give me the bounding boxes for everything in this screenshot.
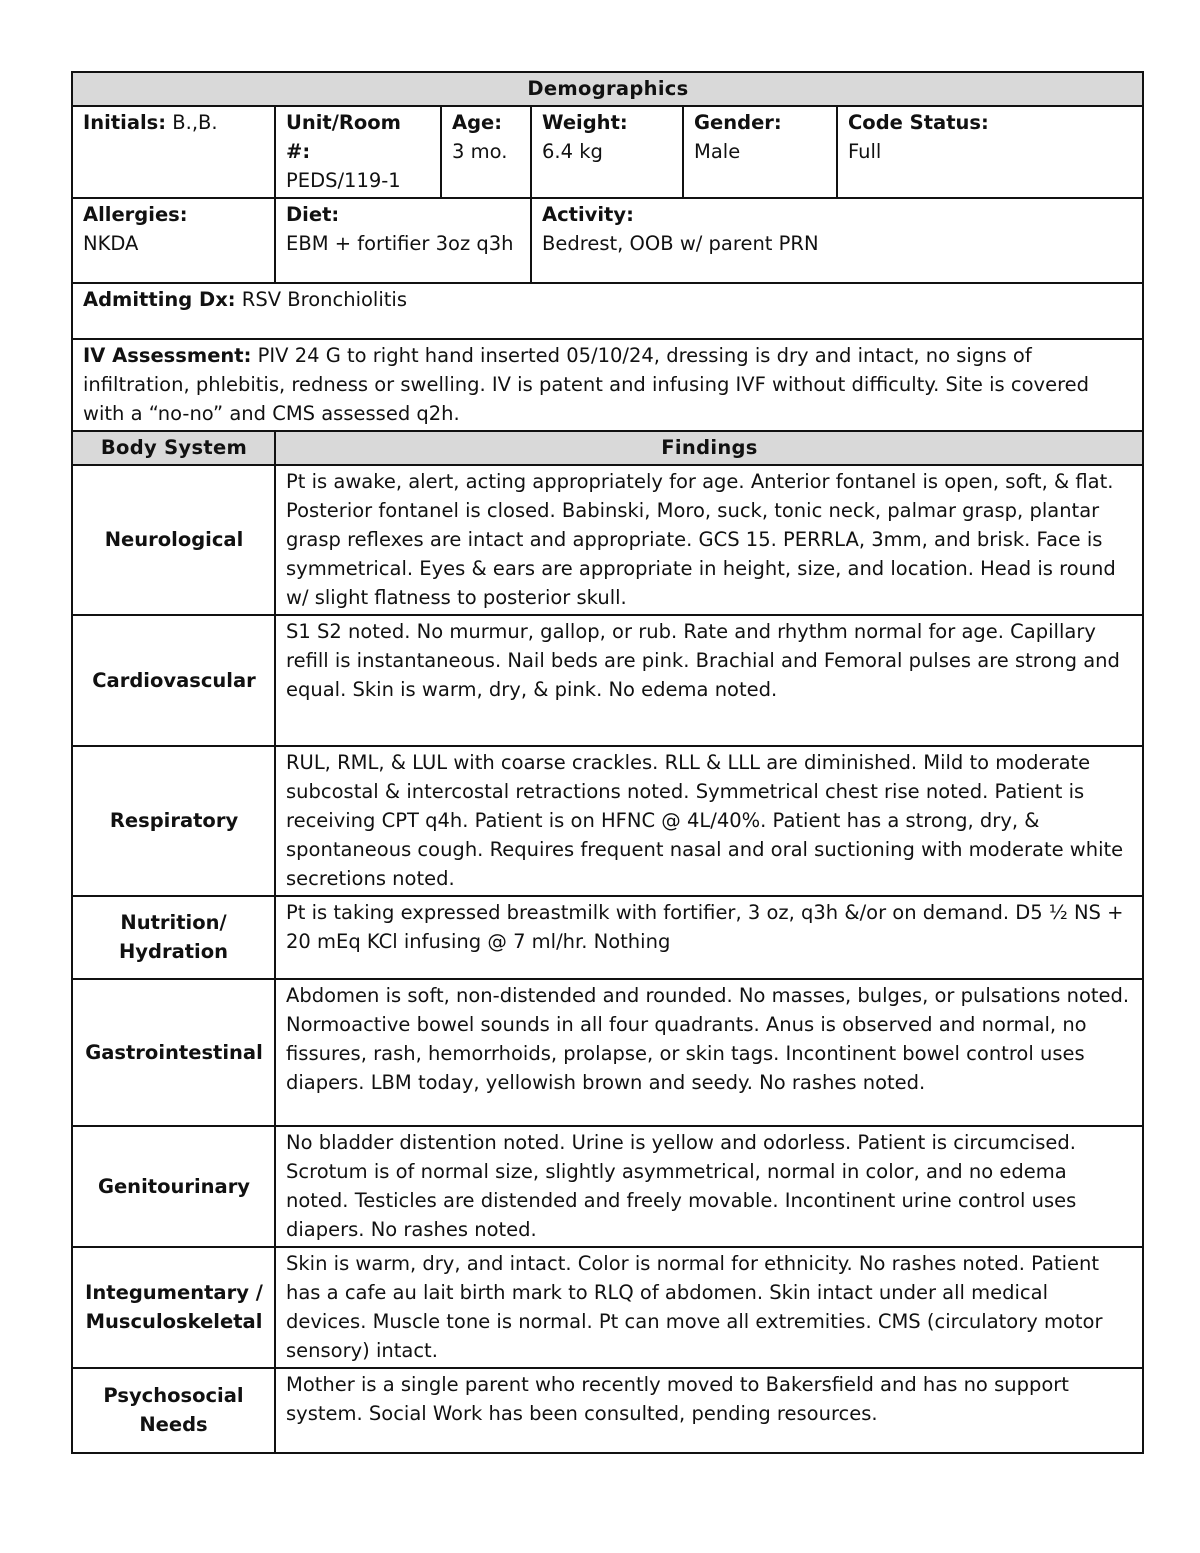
body-system-cardiovascular: Cardiovascular bbox=[72, 615, 275, 746]
findings-respiratory: RUL, RML, & LUL with coarse crackles. RLL & LLL are diminished. Mild to moderate subcostal & intercostal retractions noted. Symmetrical chest rise noted. Patient is receiving CPT q4h. Patient is on HFNC @ 4L/40%. Patient has a strong, dry, & spontaneous cough. Requires frequent nasal and oral suctioning with moderate white secretions noted. bbox=[275, 746, 1143, 896]
findings-neurological: Pt is awake, alert, acting appropriately for age. Anterior fontanel is open, soft, & flat. Posterior fontanel is closed. Babinski, Moro, suck, tonic neck, palmar grasp, plantar grasp reflexes are intact and appropriate. GCS 15. PERRLA, 3mm, and brisk. Face is symmetrical. Eyes & ears are appropriate in height, size, and location. Head is round w/ slight flatness to posterior skull. bbox=[275, 465, 1143, 615]
unit-room-value: PEDS/119-1 bbox=[286, 169, 401, 192]
body-system-genitourinary: Genitourinary bbox=[72, 1126, 275, 1247]
admitting-dx-cell bbox=[72, 283, 1143, 339]
findings-psychosocial: Mother is a single parent who recently moved to Bakersfield and has no support system. Social Work has been consulted, pending resources. bbox=[275, 1368, 1143, 1453]
table-row bbox=[72, 1368, 1143, 1453]
table-row bbox=[72, 1126, 1143, 1247]
allergies-label: Allergies: bbox=[83, 203, 188, 226]
body-system-integumentary: Integumentary / Musculoskeletal bbox=[72, 1247, 275, 1368]
weight-label: Weight: bbox=[542, 111, 628, 134]
code-status-label: Code Status: bbox=[848, 111, 989, 134]
admitting-dx-row bbox=[72, 283, 1143, 339]
iv-assessment-value: PIV 24 G to right hand inserted 05/10/24, dressing is dry and intact, no signs of infiltration, phlebitis, redness or swelling. IV is patent and infusing IVF without difficulty. Site is covered with a “no-no” and CMS assessed q2h. bbox=[83, 344, 1090, 425]
age-cell bbox=[441, 106, 531, 198]
findings-header: Findings bbox=[275, 431, 1143, 465]
table-row bbox=[72, 979, 1143, 1126]
body-system-nutrition: Nutrition/ Hydration bbox=[72, 896, 275, 979]
findings-gastrointestinal: Abdomen is soft, non-distended and rounded. No masses, bulges, or pulsations noted. Normoactive bowel sounds in all four quadrants. Anus is observed and normal, no fissures, rash, hemorrhoids, prolapse, or skin tags. Incontinent bowel control uses diapers. LBM today, yellowish brown and seedy. No rashes noted. bbox=[275, 979, 1143, 1126]
body-system-respiratory: Respiratory bbox=[72, 746, 275, 896]
table-row bbox=[72, 1247, 1143, 1368]
diet-value: EBM + fortifier 3oz q3h bbox=[286, 232, 514, 255]
body-system-header: Body System bbox=[72, 431, 275, 465]
demographics-row-1 bbox=[72, 106, 1143, 198]
weight-cell bbox=[531, 106, 683, 198]
unit-room-cell bbox=[275, 106, 441, 198]
admitting-dx-label: Admitting Dx: bbox=[83, 288, 236, 311]
diet-label: Diet: bbox=[286, 203, 340, 226]
table-row bbox=[72, 615, 1143, 746]
unit-room-label: Unit/Room bbox=[286, 111, 401, 134]
gender-cell bbox=[683, 106, 837, 198]
iv-assessment-row bbox=[72, 339, 1143, 431]
findings-genitourinary: No bladder distention noted. Urine is yellow and odorless. Patient is circumcised. Scrotum is of normal size, slightly asymmetrical, normal in color, and no edema noted. Testicles are distended and freely movable. Incontinent urine control uses diapers. No rashes noted. bbox=[275, 1126, 1143, 1247]
table-row bbox=[72, 465, 1143, 615]
findings-integumentary: Skin is warm, dry, and intact. Color is normal for ethnicity. No rashes noted. Patient has a cafe au lait birth mark to RLQ of abdomen. Skin intact under all medical devices. Muscle tone is normal. Pt can move all extremities. CMS (circulatory motor sensory) intact. bbox=[275, 1247, 1143, 1368]
iv-assessment-cell bbox=[72, 339, 1143, 431]
table-row bbox=[72, 896, 1143, 979]
activity-label: Activity: bbox=[542, 203, 634, 226]
allergies-value: NKDA bbox=[83, 232, 139, 255]
code-status-value: Full bbox=[848, 140, 882, 163]
admitting-dx-value: RSV Bronchiolitis bbox=[241, 288, 407, 311]
diet-cell bbox=[275, 198, 531, 283]
assessment-header-row bbox=[72, 431, 1143, 465]
initials-label: Initials: bbox=[83, 111, 167, 134]
activity-cell bbox=[531, 198, 1143, 283]
weight-value: 6.4 kg bbox=[542, 140, 603, 163]
code-status-cell bbox=[837, 106, 1143, 198]
gender-value: Male bbox=[694, 140, 741, 163]
findings-cardiovascular: S1 S2 noted. No murmur, gallop, or rub. Rate and rhythm normal for age. Capillary refill is instantaneous. Nail beds are pink. Brachial and Femoral pulses are strong and equal. Skin is warm, dry, & pink. No edema noted. bbox=[275, 615, 1143, 746]
age-value: 3 mo. bbox=[452, 140, 508, 163]
demographics-title: Demographics bbox=[72, 72, 1143, 106]
allergies-cell bbox=[72, 198, 275, 283]
patient-assessment-form bbox=[71, 71, 1144, 1454]
table-row bbox=[72, 746, 1143, 896]
findings-nutrition: Pt is taking expressed breastmilk with fortifier, 3 oz, q3h &/or on demand. D5 ½ NS + 20 mEq KCl infusing @ 7 ml/hr. Nothing bbox=[275, 896, 1143, 979]
initials-cell bbox=[72, 106, 275, 198]
demographics-row-2 bbox=[72, 198, 1143, 283]
gender-label: Gender: bbox=[694, 111, 782, 134]
body-system-gastrointestinal: Gastrointestinal bbox=[72, 979, 275, 1126]
activity-value: Bedrest, OOB w/ parent PRN bbox=[542, 232, 819, 255]
body-system-psychosocial: Psychosocial Needs bbox=[72, 1368, 275, 1453]
body-system-neurological: Neurological bbox=[72, 465, 275, 615]
iv-assessment-label: IV Assessment: bbox=[83, 344, 252, 367]
demographics-header-row bbox=[72, 72, 1143, 106]
initials-value: B.,B. bbox=[172, 111, 218, 134]
age-label: Age: bbox=[452, 111, 503, 134]
unit-room-label-cont: #: bbox=[286, 140, 311, 163]
